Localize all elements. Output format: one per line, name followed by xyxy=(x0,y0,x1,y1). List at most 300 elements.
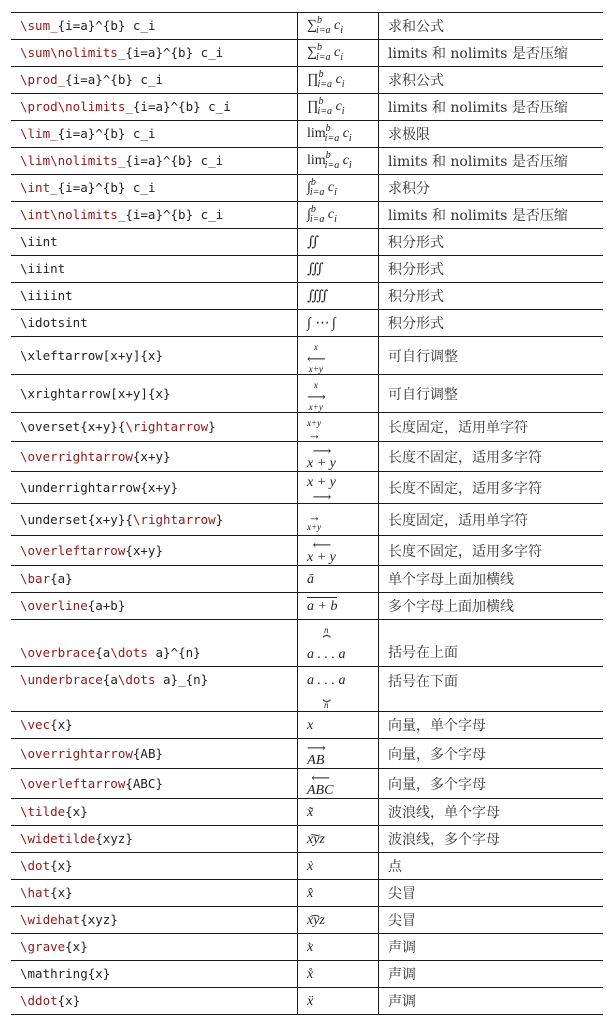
description: 积分形式 xyxy=(388,289,444,305)
description-cell xyxy=(379,40,604,67)
description-cell xyxy=(379,799,604,826)
description: 波浪线，单个字母 xyxy=(388,805,500,821)
code-text: \iiiint xyxy=(20,288,73,303)
code-command: \bar xyxy=(20,571,51,586)
term: c xyxy=(342,126,349,141)
formula: x̊ xyxy=(307,967,314,982)
code-cell xyxy=(11,934,298,961)
description: 积分形式 xyxy=(388,262,444,278)
description: 括号在上面 xyxy=(388,645,458,661)
code-text: {i=a}^{b} c_i xyxy=(125,207,224,222)
table-row xyxy=(11,13,603,40)
description: 尖冒 xyxy=(388,886,416,902)
rendered-formula xyxy=(307,600,337,614)
description: 长度固定，适用单字符 xyxy=(388,420,528,436)
stacked-formula xyxy=(307,626,346,662)
code-cell xyxy=(11,826,298,853)
description-cell xyxy=(379,566,604,593)
code-cell xyxy=(11,337,298,375)
formula: x̂ xyxy=(307,886,314,901)
rendered-formula xyxy=(307,236,319,250)
table-row xyxy=(11,739,603,769)
table-row xyxy=(11,799,603,826)
code-cell xyxy=(11,175,298,202)
description-cell xyxy=(379,67,604,94)
term: c xyxy=(334,18,341,33)
table-row xyxy=(11,148,603,175)
formula: ā xyxy=(307,572,314,587)
description-cell xyxy=(379,121,604,148)
description: 积分形式 xyxy=(388,235,444,251)
operator-symbol: lim xyxy=(307,153,326,168)
main-part: ⟶ xyxy=(307,389,325,404)
operator-symbol: lim xyxy=(307,126,326,141)
rendered-formula xyxy=(307,741,325,768)
table-row xyxy=(11,566,603,593)
code-command: \prod_ xyxy=(20,72,66,87)
table-row xyxy=(11,175,603,202)
latex-code xyxy=(20,939,88,954)
code-command: \overrightarrow xyxy=(20,448,133,464)
stacked-formula xyxy=(307,419,321,441)
under-part: x+y xyxy=(307,521,322,532)
code-command: \rightarrow xyxy=(125,419,209,434)
render-cell xyxy=(298,907,379,934)
description-cell xyxy=(379,256,604,283)
stacked-formula xyxy=(307,444,336,471)
rendered-formula xyxy=(307,510,321,532)
code-command: \overline xyxy=(20,598,88,613)
description-cell xyxy=(379,413,604,442)
table-row xyxy=(11,121,603,148)
description: 波浪线，多个字母 xyxy=(388,832,500,848)
code-text: {x} xyxy=(50,717,73,732)
code-cell xyxy=(11,593,298,620)
table-row xyxy=(11,536,603,566)
rendered-formula xyxy=(307,97,345,117)
under-part: x+y xyxy=(308,364,323,374)
description: 可自行调整 xyxy=(388,348,458,365)
rendered-formula xyxy=(307,205,337,225)
latex-code xyxy=(20,126,155,141)
description: 向量，多个字母 xyxy=(388,776,486,793)
rendered-formula xyxy=(307,340,325,374)
latex-code xyxy=(20,72,163,87)
render-cell xyxy=(298,40,379,67)
code-command: \widehat xyxy=(20,912,81,927)
table-row xyxy=(11,337,603,375)
rendered-formula xyxy=(307,538,336,565)
rendered-formula xyxy=(307,70,345,90)
code-command: \overleftarrow xyxy=(20,775,126,791)
code-cell xyxy=(11,94,298,121)
description: limits 和 nolimits 是否压缩 xyxy=(388,46,568,62)
description-cell xyxy=(379,907,604,934)
code-cell xyxy=(11,712,298,739)
stacked-formula xyxy=(307,343,325,374)
description-cell xyxy=(379,94,604,121)
operator-symbol: ∫ xyxy=(307,207,311,222)
code-text: {AB} xyxy=(132,745,163,761)
latex-code xyxy=(20,672,208,687)
latex-code xyxy=(20,207,223,222)
latex-code xyxy=(20,315,88,330)
code-cell xyxy=(11,13,298,40)
code-cell xyxy=(11,256,298,283)
render-cell xyxy=(298,175,379,202)
code-command: \dots xyxy=(117,672,156,687)
code-text: {i=a}^{b} c_i xyxy=(125,153,224,168)
code-text: {x} xyxy=(50,858,73,873)
main-part: x + y xyxy=(307,474,336,490)
subscript: i=a xyxy=(317,106,333,117)
term-subscript: i xyxy=(341,106,345,117)
description: 长度不固定，适用多字符 xyxy=(388,480,542,497)
render-cell xyxy=(298,94,379,121)
table-row xyxy=(11,853,603,880)
subscript: i=a xyxy=(315,52,331,63)
superscript: b xyxy=(325,150,331,161)
main-part: a . . . a xyxy=(307,647,346,662)
code-cell xyxy=(11,620,298,667)
formula: x̃ xyxy=(307,805,314,820)
render-cell xyxy=(298,504,379,536)
code-text: \underrightarrow{x+y} xyxy=(20,479,179,495)
term-subscript: i xyxy=(341,79,345,90)
code-cell xyxy=(11,739,298,769)
description: 求和公式 xyxy=(388,19,444,35)
code-command: \ddot xyxy=(20,993,58,1008)
rendered-formula xyxy=(307,806,313,820)
code-command: \overbrace xyxy=(20,645,96,660)
code-cell xyxy=(11,283,298,310)
code-text: {x} xyxy=(65,939,88,954)
rendered-formula xyxy=(307,941,313,955)
subscript: i=a xyxy=(309,187,325,198)
latex-symbol-table xyxy=(11,12,603,1015)
latex-code xyxy=(20,348,163,363)
table-row xyxy=(11,907,603,934)
table-row xyxy=(11,667,603,712)
description: 长度不固定，适用多字符 xyxy=(388,543,542,560)
main-part: → xyxy=(308,427,321,442)
code-cell xyxy=(11,988,298,1015)
description-cell xyxy=(379,504,604,536)
code-text: {x} xyxy=(50,885,73,900)
description-cell xyxy=(379,442,604,472)
under-part: n xyxy=(324,700,329,710)
code-cell xyxy=(11,853,298,880)
latex-code xyxy=(20,512,223,527)
description-cell xyxy=(379,337,604,375)
rendered-formula xyxy=(307,968,313,982)
render-cell xyxy=(298,593,379,620)
rendered-formula xyxy=(307,178,337,198)
rendered-formula xyxy=(307,16,343,36)
rendered-formula xyxy=(307,151,352,171)
render-cell xyxy=(298,256,379,283)
latex-code xyxy=(20,645,201,660)
description: 求积分 xyxy=(388,181,430,197)
render-cell xyxy=(298,988,379,1015)
latex-code xyxy=(20,831,133,846)
table-row xyxy=(11,961,603,988)
superscript: b xyxy=(310,204,316,215)
render-cell xyxy=(298,375,379,413)
code-cell xyxy=(11,667,298,712)
code-command: \grave xyxy=(20,939,66,954)
rendered-formula xyxy=(307,290,328,304)
formula: ẍ xyxy=(307,994,314,1009)
term-subscript: i xyxy=(348,160,352,171)
formula: a + b xyxy=(307,599,338,614)
description-cell xyxy=(379,712,604,739)
rendered-formula xyxy=(307,416,321,441)
description-cell xyxy=(379,175,604,202)
main-part: x + y xyxy=(307,456,336,471)
code-cell xyxy=(11,536,298,566)
description-cell xyxy=(379,283,604,310)
description-cell xyxy=(379,934,604,961)
main-part: ABC xyxy=(307,783,334,798)
table-row xyxy=(11,67,603,94)
description-cell xyxy=(379,310,604,337)
description: 向量，单个字母 xyxy=(388,718,486,734)
rendered-formula xyxy=(307,43,343,63)
description: 单个字母上面加横线 xyxy=(388,572,514,588)
superscript: b xyxy=(325,123,331,134)
code-cell xyxy=(11,769,298,799)
table-row xyxy=(11,593,603,620)
rendered-formula xyxy=(307,476,336,503)
code-command: \sum\nolimits_ xyxy=(20,45,126,60)
formula: x͡yz xyxy=(307,913,325,928)
table-row xyxy=(11,229,603,256)
term-subscript: i xyxy=(340,52,344,63)
render-cell xyxy=(298,337,379,375)
subscript: i=a xyxy=(309,214,325,225)
under-part: x+y xyxy=(308,402,323,412)
code-text: {a xyxy=(95,645,111,660)
description-cell xyxy=(379,375,604,413)
description-cell xyxy=(379,667,604,712)
subscript: i=a xyxy=(324,160,340,171)
stacked-formula xyxy=(307,510,321,532)
rendered-formula xyxy=(307,317,336,331)
render-cell xyxy=(298,880,379,907)
over-part: ⟵ xyxy=(312,537,331,552)
rendered-formula xyxy=(307,995,313,1009)
rendered-formula xyxy=(307,623,346,662)
render-cell xyxy=(298,961,379,988)
subscript: i=a xyxy=(324,133,340,144)
code-command: \widetilde xyxy=(20,831,96,846)
render-cell xyxy=(298,536,379,566)
latex-code xyxy=(20,543,163,558)
operator-symbol: ∏ xyxy=(307,72,319,87)
description: 尖冒 xyxy=(388,913,416,929)
table-row xyxy=(11,283,603,310)
latex-code xyxy=(20,234,58,249)
rendered-formula xyxy=(307,378,325,412)
latex-code xyxy=(20,386,171,401)
operator-symbol: ∏ xyxy=(307,99,319,114)
formula: x⃗ xyxy=(307,718,325,733)
rendered-formula xyxy=(307,263,324,277)
code-command: \dot xyxy=(20,858,51,873)
code-text: {xyz} xyxy=(80,912,118,927)
code-text: {a} xyxy=(50,571,73,586)
description: limits 和 nolimits 是否压缩 xyxy=(388,208,568,224)
code-cell xyxy=(11,40,298,67)
render-cell xyxy=(298,202,379,229)
description: 声调 xyxy=(388,967,416,983)
rendered-formula xyxy=(307,719,324,733)
table-row xyxy=(11,256,603,283)
term: c xyxy=(334,45,341,60)
code-cell xyxy=(11,442,298,472)
render-cell xyxy=(298,413,379,442)
term-subscript: i xyxy=(334,187,337,198)
render-cell xyxy=(298,853,379,880)
code-cell xyxy=(11,67,298,94)
subscript: i=a xyxy=(315,25,331,36)
formula: ⨌ xyxy=(307,289,329,304)
description: 点 xyxy=(388,859,402,875)
code-cell xyxy=(11,375,298,413)
over-part: ⟶ xyxy=(307,740,325,755)
code-text: a}^{n} xyxy=(147,645,201,660)
table-row xyxy=(11,202,603,229)
term-subscript: i xyxy=(334,214,337,225)
table-row xyxy=(11,769,603,799)
render-cell xyxy=(298,310,379,337)
code-command: \underbrace xyxy=(20,672,103,687)
operator-symbol: ∑ xyxy=(307,18,317,33)
description-cell xyxy=(379,148,604,175)
code-command: \rightarrow xyxy=(132,511,216,527)
rendered-formula xyxy=(307,444,336,471)
table-row xyxy=(11,504,603,536)
formula: ∬ xyxy=(307,235,319,250)
over-part: ⟶ xyxy=(312,443,331,458)
rendered-formula xyxy=(307,860,313,874)
render-cell xyxy=(298,566,379,593)
code-cell xyxy=(11,310,298,337)
latex-code xyxy=(20,153,223,168)
code-command: \sum_ xyxy=(20,18,58,33)
code-command: \vec xyxy=(20,717,51,732)
description: 可自行调整 xyxy=(388,386,458,403)
code-cell xyxy=(11,229,298,256)
code-text: {x} xyxy=(57,993,81,1008)
term-subscript: i xyxy=(340,25,344,36)
code-command: \prod\nolimits_ xyxy=(20,99,133,114)
code-command: \hat xyxy=(20,885,51,900)
term: c xyxy=(342,153,349,168)
rendered-formula xyxy=(307,914,325,928)
code-text: {i=a}^{b} c_i xyxy=(132,99,231,114)
code-text: \iint xyxy=(20,234,58,249)
code-cell xyxy=(11,121,298,148)
description-cell xyxy=(379,739,604,769)
latex-code xyxy=(20,966,110,981)
table-row xyxy=(11,620,603,667)
table-row xyxy=(11,94,603,121)
description-cell xyxy=(379,620,604,667)
formula: ∭ xyxy=(307,262,324,277)
table-row xyxy=(11,375,603,413)
brace-icon: ⏟ xyxy=(322,687,330,702)
rendered-formula xyxy=(307,674,346,710)
code-command: \int_ xyxy=(20,180,58,195)
render-cell xyxy=(298,67,379,94)
superscript: b xyxy=(318,69,324,80)
code-cell xyxy=(11,907,298,934)
over-part: ⟵ xyxy=(311,770,330,785)
description: 求积公式 xyxy=(388,73,444,89)
code-cell xyxy=(11,880,298,907)
stacked-formula xyxy=(307,538,336,565)
code-text: {i=a}^{b} c_i xyxy=(57,126,156,141)
render-cell xyxy=(298,472,379,504)
over-part: x+y xyxy=(307,418,322,428)
latex-code xyxy=(20,449,171,464)
superscript: b xyxy=(316,42,322,53)
code-text: {ABC} xyxy=(125,775,163,791)
main-part: x + y xyxy=(307,550,336,565)
description-cell xyxy=(379,880,604,907)
latex-code xyxy=(20,885,73,900)
term: c xyxy=(335,72,342,87)
render-cell xyxy=(298,826,379,853)
code-text: \overset{x+y}{ xyxy=(20,419,126,434)
latex-code xyxy=(20,804,88,819)
stacked-formula xyxy=(307,771,333,798)
term: c xyxy=(327,180,335,195)
code-text: } xyxy=(215,511,224,527)
term: c xyxy=(335,99,342,114)
code-text: \mathring{x} xyxy=(20,966,111,981)
description-cell xyxy=(379,13,604,40)
code-text: {i=a}^{b} c_i xyxy=(65,72,163,87)
render-cell xyxy=(298,620,379,667)
latex-code xyxy=(20,261,65,276)
code-text: \underset{x+y}{ xyxy=(20,511,133,527)
under-part: ⟶ xyxy=(312,488,331,504)
rendered-formula xyxy=(307,771,333,798)
description: limits 和 nolimits 是否压缩 xyxy=(388,154,568,170)
operator-symbol: ∫ xyxy=(307,180,311,195)
description-cell xyxy=(379,826,604,853)
code-command: \dots xyxy=(110,645,148,660)
table-body xyxy=(11,13,603,1015)
description-cell xyxy=(379,769,604,799)
formula: ∫ ⋯ ∫ xyxy=(307,316,336,331)
description-cell xyxy=(379,472,604,504)
code-text: a}_{n} xyxy=(155,672,209,687)
stacked-formula xyxy=(307,741,325,768)
over-part: x xyxy=(313,380,318,390)
table-row xyxy=(11,988,603,1015)
formula: x͠yz xyxy=(307,832,325,847)
code-text: {xyz} xyxy=(95,831,133,846)
description-cell xyxy=(379,593,604,620)
code-text: \xleftarrow[x+y]{x} xyxy=(20,347,163,363)
description: 声调 xyxy=(388,940,416,956)
description: 括号在下面 xyxy=(388,674,458,690)
main-part: → xyxy=(308,508,321,524)
